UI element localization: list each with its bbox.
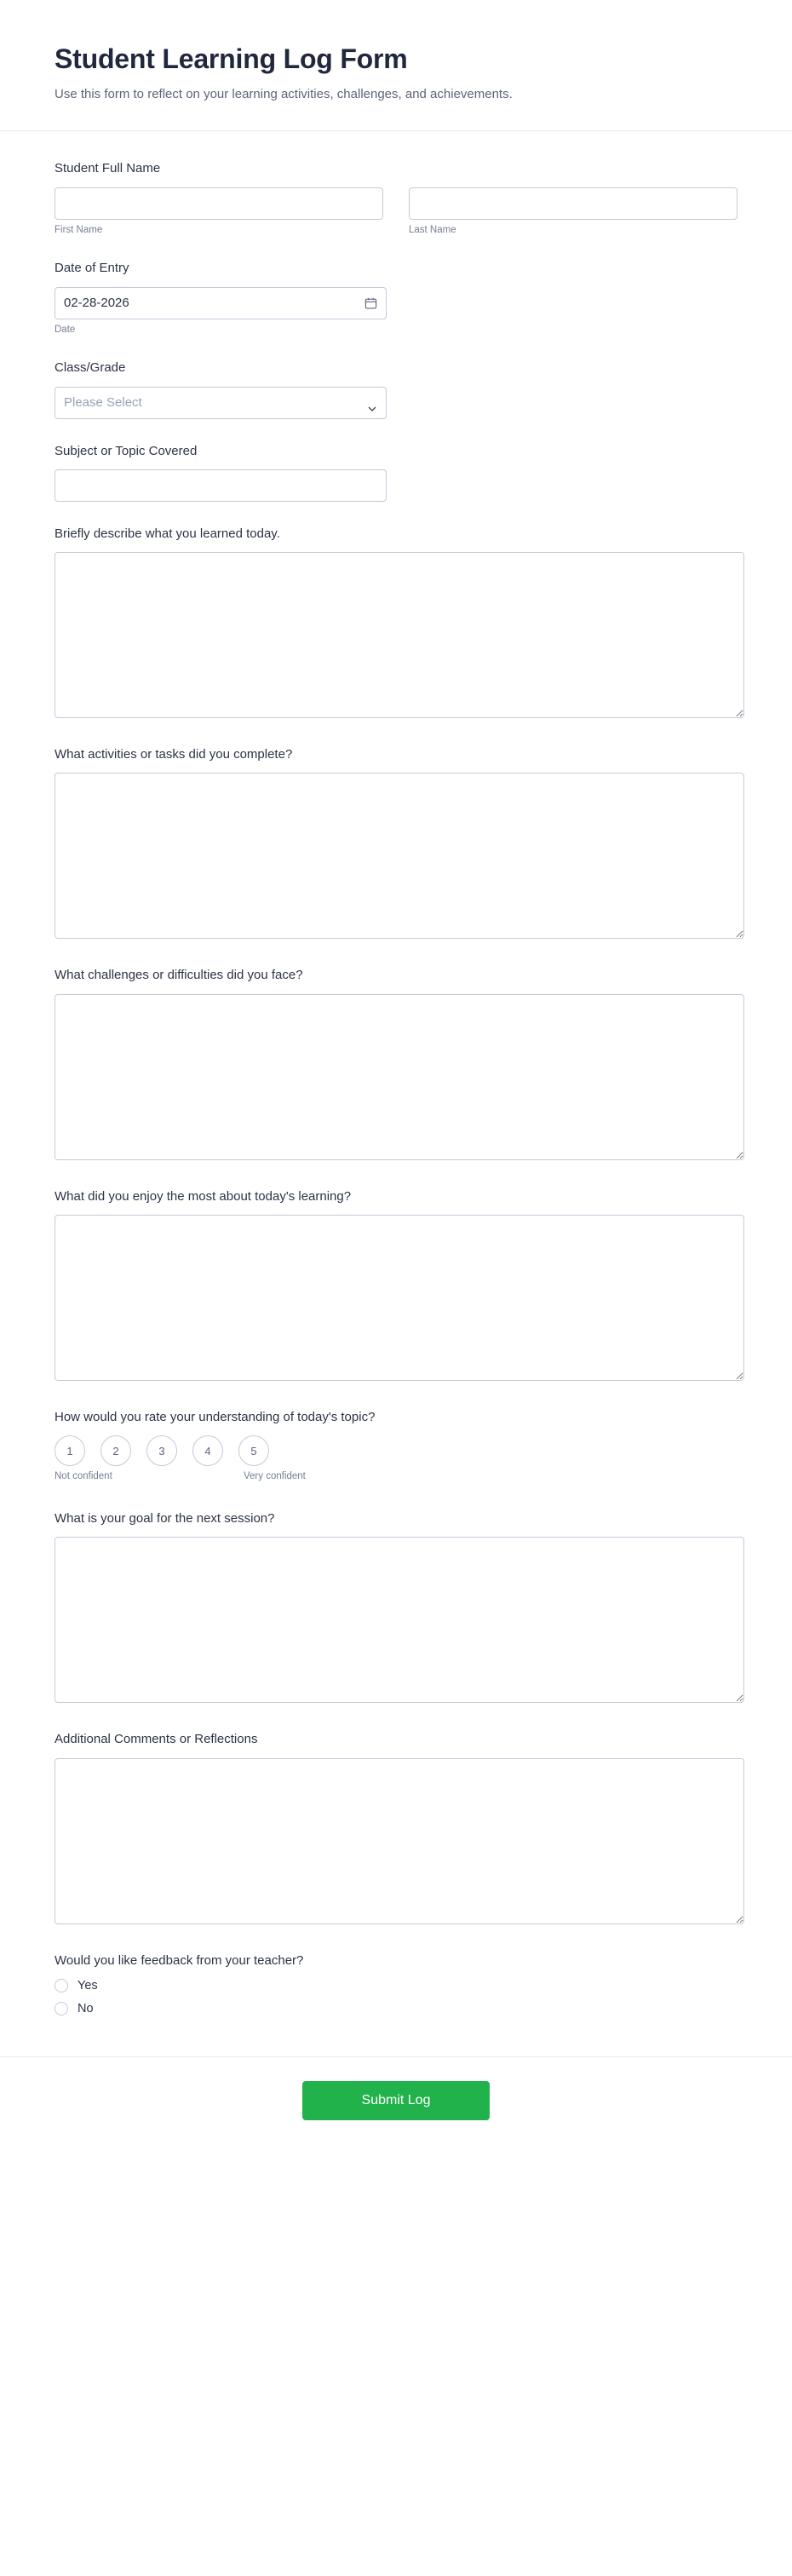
field-activities — [55, 746, 737, 939]
page-subtitle: Use this form to reflect on your learning activities, challenges, and achievements. — [55, 87, 513, 102]
field-date-of-entry — [55, 260, 737, 336]
rating-legend-low: Not confident — [55, 1471, 112, 1482]
comments-textarea[interactable] — [55, 1758, 744, 1924]
goal-label: What is your goal for the next session? — [55, 1511, 275, 1527]
field-learned-today — [55, 526, 737, 718]
challenges-textarea[interactable] — [55, 994, 744, 1160]
student-name-row — [55, 187, 737, 237]
first-name-input[interactable] — [55, 187, 383, 220]
feedback-option-no-label: No — [77, 2001, 94, 2015]
field-comments — [55, 1731, 737, 1923]
field-rating-scale — [55, 1409, 737, 1485]
field-feedback — [55, 1952, 737, 2015]
enjoyed-label: What did you enjoy the most about today's learning? — [55, 1188, 352, 1204]
rating-legend — [55, 1471, 310, 1485]
first-name-sublabel: First Name — [55, 224, 103, 235]
date-of-entry-label: Date of Entry — [55, 261, 129, 276]
date-sublabel: Date — [55, 324, 76, 335]
feedback-option-no[interactable] — [55, 2002, 737, 2015]
subject-topic-label: Subject or Topic Covered — [55, 443, 198, 458]
rating-option-2[interactable]: 2 — [100, 1435, 131, 1466]
field-challenges — [55, 967, 737, 1159]
feedback-radio-group — [55, 1979, 737, 2015]
first-name-col — [55, 187, 383, 237]
learned-today-label: Briefly describe what you learned today. — [55, 526, 280, 541]
last-name-sublabel: Last Name — [409, 224, 456, 235]
form-body — [0, 131, 792, 2056]
activities-label: What activities or tasks did you complete? — [55, 747, 293, 762]
subject-topic-input[interactable] — [55, 469, 387, 502]
activities-textarea[interactable] — [55, 773, 744, 939]
class-grade-select-wrap — [55, 387, 387, 419]
date-input-wrap — [55, 287, 387, 319]
rating-scale-row — [55, 1435, 737, 1466]
form-footer — [0, 2056, 792, 2154]
field-goal — [55, 1510, 737, 1703]
feedback-option-yes[interactable] — [55, 1979, 737, 1992]
field-enjoyed — [55, 1188, 737, 1381]
rating-option-3[interactable]: 3 — [146, 1435, 177, 1466]
goal-textarea[interactable] — [55, 1537, 744, 1703]
rating-scale-label: How would you rate your understanding of today's topic? — [55, 1409, 376, 1424]
rating-option-4[interactable]: 4 — [192, 1435, 223, 1466]
field-student-name — [55, 160, 737, 236]
last-name-col — [409, 187, 737, 237]
challenges-label: What challenges or difficulties did you face? — [55, 968, 303, 983]
student-name-label: Student Full Name — [55, 161, 161, 176]
rating-option-1[interactable]: 1 — [55, 1435, 85, 1466]
class-grade-label: Class/Grade — [55, 360, 126, 376]
submit-button[interactable]: Submit Log — [302, 2081, 490, 2120]
radio-icon[interactable] — [55, 2002, 68, 2015]
rating-legend-high: Very confident — [244, 1471, 306, 1482]
enjoyed-textarea[interactable] — [55, 1215, 744, 1381]
learned-today-textarea[interactable] — [55, 552, 744, 718]
comments-label: Additional Comments or Reflections — [55, 1732, 258, 1747]
date-of-entry-input[interactable] — [55, 287, 387, 319]
page-title: Student Learning Log Form — [55, 43, 408, 74]
class-grade-select[interactable] — [55, 387, 387, 419]
field-class-grade — [55, 359, 737, 418]
last-name-input[interactable] — [409, 187, 737, 220]
rating-option-5[interactable]: 5 — [238, 1435, 269, 1466]
feedback-option-yes-label: Yes — [77, 1978, 98, 1992]
subject-topic-wrap — [55, 469, 387, 502]
field-subject-topic — [55, 443, 737, 502]
radio-icon[interactable] — [55, 1979, 68, 1992]
form-header — [0, 0, 792, 131]
feedback-label: Would you like feedback from your teacher? — [55, 1952, 304, 1968]
